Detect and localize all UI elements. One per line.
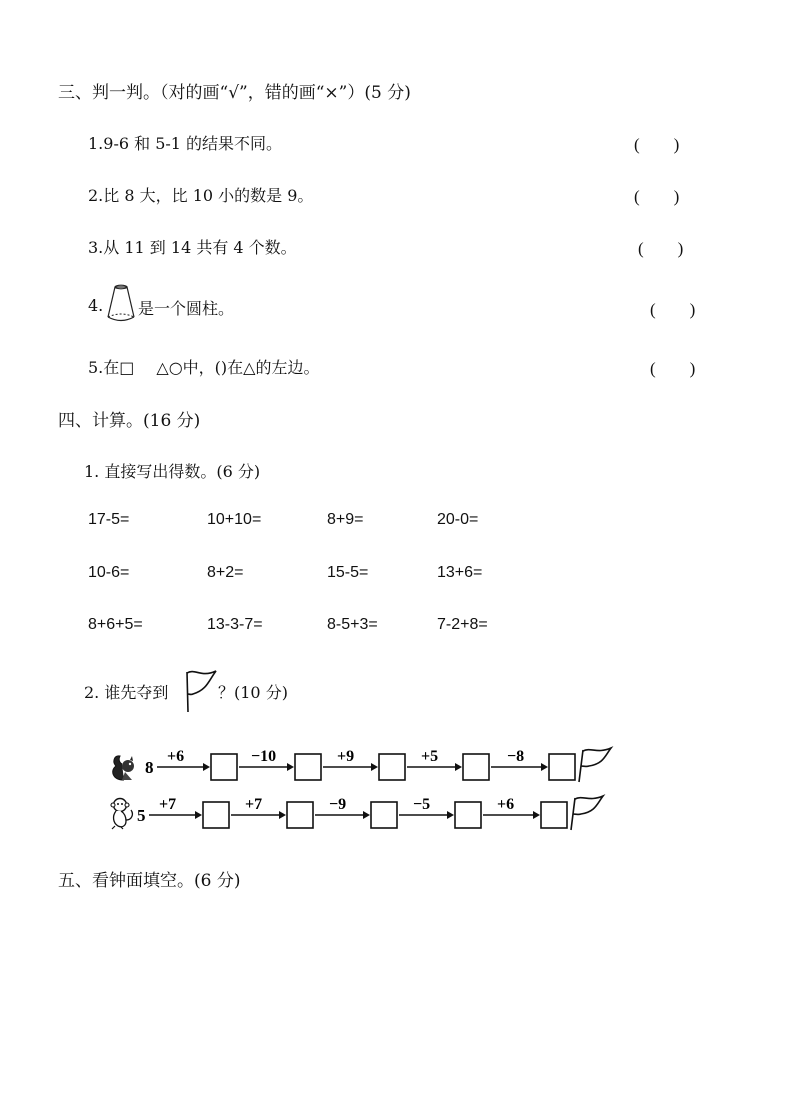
truncated-cone-icon (105, 283, 137, 325)
chain-step-3 (323, 748, 405, 780)
answer-box[interactable] (371, 802, 397, 828)
answer-paren-2[interactable]: ( ) (634, 187, 680, 206)
calc-item[interactable]: 13+6= (437, 564, 483, 581)
chain-op: +6 (167, 748, 185, 765)
item-number: 1. (88, 134, 104, 153)
section3-heading: 三、判一判。（对的画“√”，错的画“×”）(5 分) (58, 83, 411, 103)
calc-item[interactable]: 8-5+3= (327, 616, 378, 633)
calc-item[interactable]: 17-5= (88, 511, 130, 528)
judge-item-4 (88, 296, 103, 315)
chain-step-4 (399, 796, 481, 828)
answer-box[interactable] (379, 754, 405, 780)
chain-step-3 (315, 796, 397, 828)
chain-step-5 (483, 796, 567, 828)
item-number: 3. (88, 238, 104, 257)
chain-row-squirrel (145, 744, 625, 784)
answer-box[interactable] (203, 802, 229, 828)
chain-op: −5 (413, 796, 431, 813)
flag-icon (579, 748, 611, 782)
answer-box[interactable] (211, 754, 237, 780)
item-text: 9-6 和 5-1 的结果不同。 (103, 134, 283, 153)
item-text: 比 8 大，比 10 小的数是 9。 (103, 186, 314, 205)
judge-item-1 (88, 131, 282, 154)
answer-box[interactable] (541, 802, 567, 828)
calc-item[interactable]: 20-0= (437, 511, 479, 528)
item-number: 4. (88, 296, 104, 315)
chain-step-1 (157, 748, 237, 780)
section4-heading: 四、计算。(16 分) (58, 411, 201, 431)
calc-item[interactable]: 8+9= (327, 511, 364, 528)
judge-item-2 (88, 183, 313, 206)
item-text-after: △○中，()在△的左边。 (156, 358, 320, 377)
chain-op: −9 (329, 796, 347, 813)
calc-item[interactable]: 15-5= (327, 564, 369, 581)
sub2-heading-after: ？(10 分) (218, 683, 288, 702)
item-text-before: 在□ (103, 358, 135, 377)
chain-op: +7 (245, 796, 263, 813)
monkey-icon (106, 796, 138, 830)
item-text: 从 11 到 14 共有 4 个数。 (103, 238, 297, 257)
calc-item[interactable]: 8+6+5= (88, 616, 143, 633)
answer-paren-4[interactable]: ( ) (650, 300, 696, 319)
chain-svg-2 (137, 792, 617, 832)
chain-start-number: 5 (137, 806, 146, 825)
chain-row-monkey (137, 792, 617, 832)
answer-paren-5[interactable]: ( ) (650, 359, 696, 378)
answer-box[interactable] (549, 754, 575, 780)
squirrel-icon (108, 752, 140, 784)
sub1-heading: 1. 直接写出得数。(6 分) (84, 462, 261, 481)
chain-svg-1 (145, 744, 625, 784)
chain-op: −8 (507, 748, 525, 765)
chain-step-1 (149, 796, 229, 828)
flag-icon (571, 796, 603, 830)
item-number: 2. (88, 186, 104, 205)
judge-item-3 (88, 235, 297, 258)
answer-box[interactable] (287, 802, 313, 828)
calc-item[interactable]: 13-3-7= (207, 616, 263, 633)
calc-item[interactable]: 10-6= (88, 564, 130, 581)
calc-item[interactable]: 8+2= (207, 564, 244, 581)
chain-op: +9 (337, 748, 355, 765)
chain-op: −10 (251, 748, 277, 765)
sub2-heading-before: 2. 谁先夺到 (84, 683, 169, 702)
chain-op: +7 (159, 796, 177, 813)
chain-op: +5 (421, 748, 439, 765)
calc-item[interactable]: 10+10= (207, 511, 262, 528)
calc-item[interactable]: 7-2+8= (437, 616, 488, 633)
chain-step-2 (231, 796, 313, 828)
chain-step-4 (407, 748, 489, 780)
answer-box[interactable] (463, 754, 489, 780)
chain-start-number: 8 (145, 758, 154, 777)
answer-paren-3[interactable]: ( ) (638, 239, 684, 258)
chain-step-5 (491, 748, 575, 780)
answer-box[interactable] (455, 802, 481, 828)
answer-box[interactable] (295, 754, 321, 780)
judge-item-5 (88, 355, 319, 378)
item-4-text: 是一个圆柱。 (138, 299, 235, 318)
flag-icon (183, 668, 219, 714)
answer-paren-1[interactable]: ( ) (634, 135, 680, 154)
section5-heading: 五、看钟面填空。(6 分) (58, 871, 241, 891)
item-number: 5. (88, 358, 104, 377)
chain-step-2 (239, 748, 321, 780)
chain-op: +6 (497, 796, 515, 813)
